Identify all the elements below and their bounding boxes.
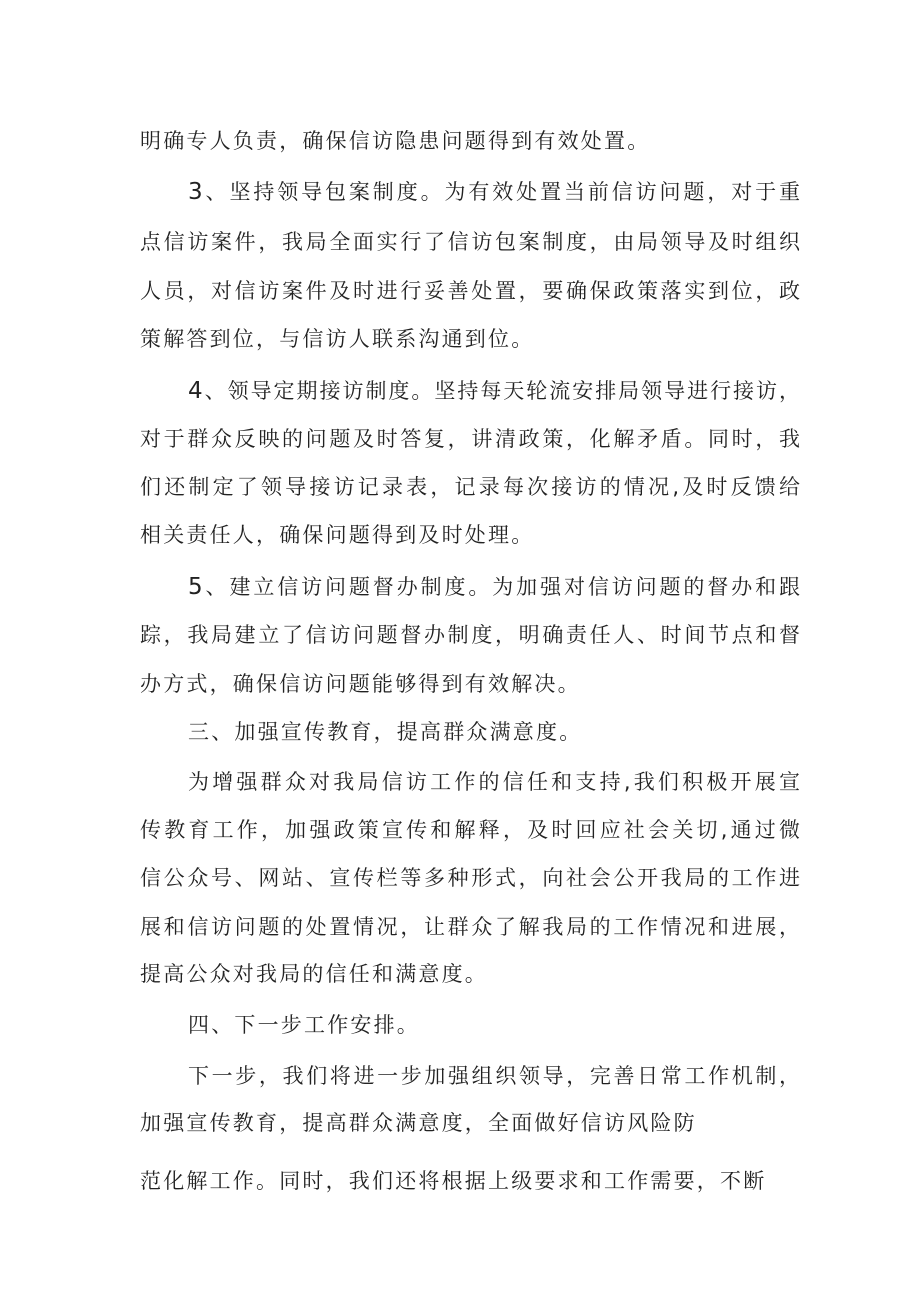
paragraph-line: 提高公众对我局的信任和满意度。: [140, 962, 488, 986]
paragraph-line: 点信访案件，我局全面实行了信访包案制度，由局领导及时组织: [140, 230, 800, 254]
item-number: 3: [188, 179, 203, 205]
section-heading: 三、加强宣传教育，提高群众满意度。: [188, 720, 583, 744]
item-separator: 、: [202, 379, 228, 403]
paragraph-line: 办方式，确保信访问题能够得到有效解决。: [140, 672, 581, 696]
item-number: 4: [188, 378, 203, 404]
paragraph-line: 加强宣传教育，提高群众满意度，全面做好信访风险防: [140, 1111, 697, 1135]
paragraph-line: 信公众号、网站、宣传栏等多种形式，向社会公开我局的工作进: [140, 866, 800, 890]
paragraph-line: 下一步，我们将进一步加强组织领导，完善日常工作机制，: [188, 1064, 800, 1088]
paragraph-line: 踪，我局建立了信访问题督办制度，明确责任人、时间节点和督: [140, 623, 800, 647]
item-3-line: [188, 177, 800, 207]
paragraph-line: 策解答到位，与信访人联系沟通到位。: [140, 327, 535, 351]
paragraph-line: 对于群众反映的问题及时答复，讲清政策，化解矛盾。同时，我: [140, 427, 800, 451]
paragraph-line: 明确专人负责，确保信访隐患问题得到有效处置。: [140, 129, 651, 153]
item-text: 领导定期接访制度。坚持每天轮流安排局领导进行接访，: [227, 379, 801, 403]
paragraph-line: 人员，对信访案件及时进行妥善处置，要确保政策落实到位，政: [140, 279, 800, 303]
paragraph-line: 传教育工作，加强政策宣传和解释，及时回应社会关切,通过微: [140, 818, 800, 842]
paragraph-line: 范化解工作。同时，我们还将根据上级要求和工作需要，不断: [140, 1169, 767, 1193]
item-separator: 、: [202, 575, 230, 599]
paragraph-line: 相关责任人，确保问题得到及时处理。: [140, 523, 535, 547]
item-5-line: [188, 572, 800, 602]
paragraph-line: 展和信访问题的处置情况，让群众了解我局的工作情况和进展，: [140, 915, 800, 939]
paragraph-line: 们还制定了领导接访记录表，记录每次接访的情况,及时反馈给: [140, 475, 800, 499]
paragraph-line: 为增强群众对我局信访工作的信任和支持,我们积极开展宣: [188, 770, 800, 794]
item-number: 5: [188, 574, 203, 600]
item-separator: 、: [202, 180, 230, 204]
section-heading: 四、下一步工作安排。: [188, 1013, 420, 1037]
item-text: 坚持领导包案制度。为有效处置当前信访问题，对于重: [229, 180, 801, 204]
item-4-line: [188, 376, 800, 406]
item-text: 建立信访问题督办制度。为加强对信访问题的督办和跟: [229, 575, 801, 599]
